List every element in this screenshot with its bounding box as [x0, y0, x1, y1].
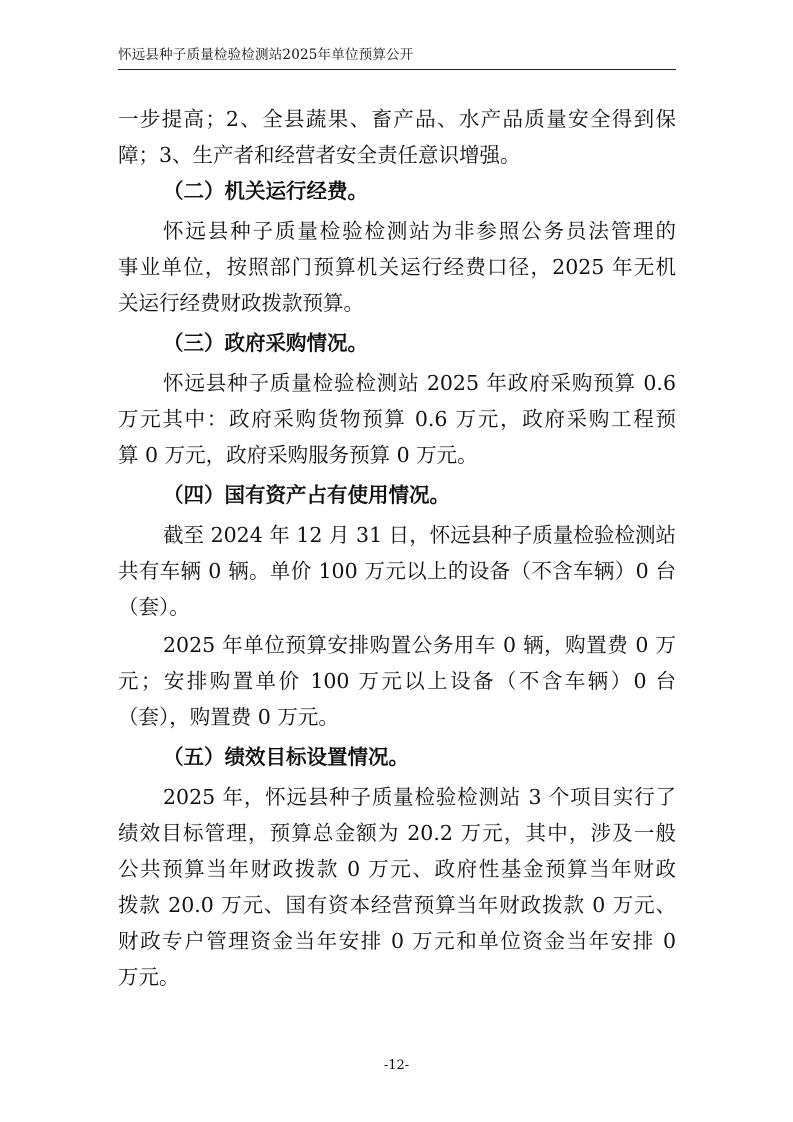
- body-line: 截至 2024 年 12 月 31 日，怀远县种子质量检验检测站: [163, 523, 676, 547]
- page-number: -12-: [383, 1058, 410, 1073]
- body-line: 拨款 20.0 万元、国有资本经营预算当年财政拨款 0 万元、: [118, 893, 676, 917]
- body-line: 怀远县种子质量检验检测站 2025 年政府采购预算 0.6: [163, 371, 676, 395]
- section-heading-procurement: （三）政府采购情况。: [163, 331, 368, 355]
- body-line: 绩效目标管理，预算总金额为 20.2 万元，其中，涉及一般: [118, 821, 676, 845]
- section-heading-performance-goals: （五）绩效目标设置情况。: [163, 745, 409, 769]
- body-line: 元；安排购置单价 100 万元以上设备（不含车辆）0 台: [118, 669, 676, 693]
- body-line: 万元其中：政府采购货物预算 0.6 万元，政府采购工程预: [118, 407, 676, 431]
- body-line: 2025 年，怀远县种子质量检验检测站 3 个项目实行了: [163, 785, 676, 809]
- body-line: 万元。: [118, 965, 180, 989]
- header-divider: [118, 69, 676, 70]
- body-line: 2025 年单位预算安排购置公务用车 0 辆，购置费 0 万: [163, 633, 676, 657]
- body-line: 关运行经费财政拨款预算。: [118, 291, 364, 315]
- body-line: 算 0 万元，政府采购服务预算 0 万元。: [118, 443, 478, 467]
- section-heading-state-assets: （四）国有资产占有使用情况。: [163, 483, 450, 507]
- body-line: 障；3、生产者和经营者安全责任意识增强。: [118, 143, 521, 167]
- body-line: （套）。: [118, 595, 190, 619]
- section-heading-operating-expenses: （二）机关运行经费。: [163, 179, 368, 203]
- body-line: 一步提高；2、全县蔬果、畜产品、水产品质量安全得到保: [118, 107, 676, 131]
- body-line: 共有车辆 0 辆。单价 100 万元以上的设备（不含车辆）0 台: [118, 559, 676, 583]
- body-line: （套），购置费 0 万元。: [118, 705, 339, 729]
- body-line: 公共预算当年财政拨款 0 万元、政府性基金预算当年财政: [118, 857, 676, 881]
- running-header: 怀远县种子质量检验检测站2025年单位预算公开: [118, 47, 414, 63]
- body-line: 怀远县种子质量检验检测站为非参照公务员法管理的: [163, 219, 676, 243]
- body-line: 事业单位，按照部门预算机关运行经费口径，2025 年无机: [118, 255, 676, 279]
- body-line: 财政专户管理资金当年安排 0 万元和单位资金当年安排 0: [118, 929, 676, 953]
